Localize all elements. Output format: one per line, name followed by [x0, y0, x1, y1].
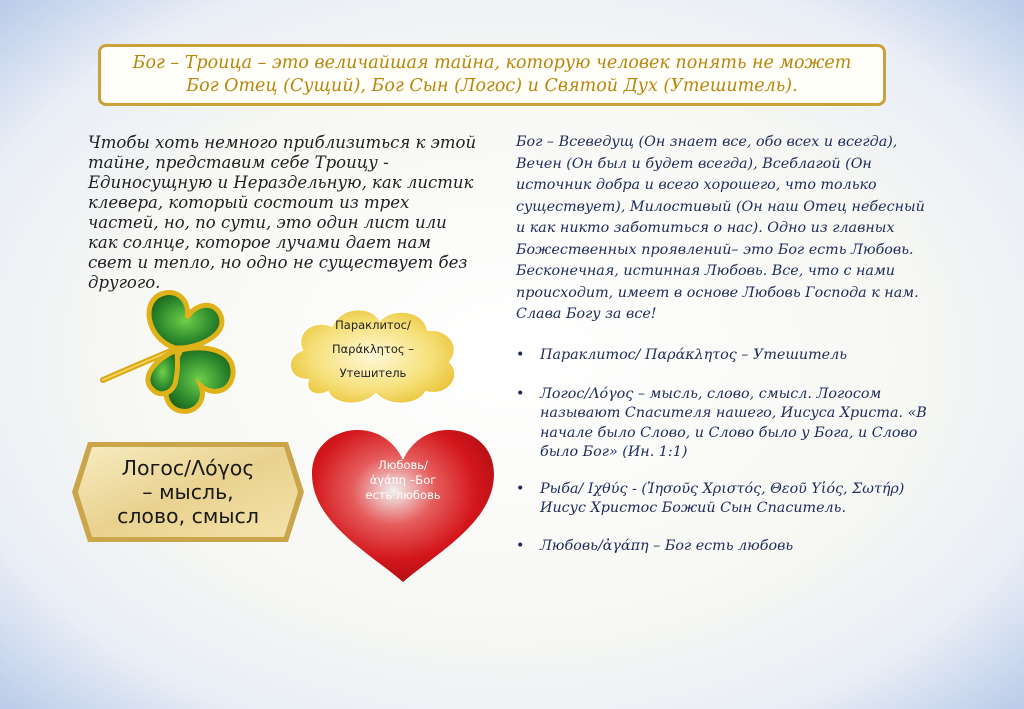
- bullet-marker: •: [516, 480, 525, 497]
- scroll-line-2: – мысль,: [142, 480, 234, 504]
- cloud-line-2: Παράκλητος –: [331, 342, 415, 356]
- heart-label: [338, 458, 468, 503]
- bullet-marker: •: [516, 537, 525, 554]
- heart-icon: [308, 426, 498, 586]
- title-line-1: Бог – Троица – это величайшая тайна, которую человек понять не может: [132, 53, 852, 73]
- cloud-line-3: Утешитель: [339, 366, 407, 380]
- cloud-line-1: Параклитос/: [335, 318, 411, 332]
- scroll-label: [86, 456, 290, 528]
- right-paragraph: Бог – Всеведущ (Он знает все, обо всех и всегда), Вечен (Он был и будет всегда), Всеблагой (Он источник добра и всего хорошего, что только существует), Милостивый (Он наш Отец небесный и как никто заботиться о нас). Одно из главных Божественных проявлений– это Бог есть Любовь. Бесконечная, истинная Любовь. Все, что с нами происходит, имеет в основе Любовь Господа к нам. Слава Богу за все!: [516, 134, 925, 322]
- bullet-marker: •: [516, 347, 525, 363]
- bullet-marker: •: [516, 385, 525, 402]
- heart-line-3: есть любовь: [365, 488, 441, 502]
- heart-line-2: ἀγάπη –Бог: [369, 473, 437, 487]
- heart-line-1: Любовь/: [378, 458, 428, 472]
- title-box: [98, 44, 886, 106]
- clover-icon: [95, 288, 285, 418]
- scroll-line-3: слово, смысл: [117, 504, 259, 528]
- bullet-item: [514, 346, 944, 366]
- bullet-text: Любовь/ἀγάπη – Бог есть любовь: [540, 537, 794, 554]
- bullet-text: Рыба/ Ιχθύς - (Ἰησοῦς Χριστός, Θεοῦ Υἱός, Σωτήρ) Иисус Христос Божий Сын Спаситель.: [540, 480, 905, 516]
- bullet-item: [514, 537, 944, 557]
- cloud-label: [278, 313, 468, 385]
- bullet-text: Логос/Λόγος – мысль, слово, смысл. Логосом называют Спасителя нашего, Иисуса Христа. «В начале было Слово, и Слово было у Бога, и Слово было Бог» (Ин. 1:1): [540, 385, 927, 460]
- left-paragraph: Чтобы хоть немного приблизиться к этой тайне, представим себе Троицу - Единосущную и Нераздельную, как листик клевера, который состоит из трех частей, но, по сути, это один лист или как солнце, которое лучами дает нам свет и тепло, но одно не существует без другого.: [88, 133, 477, 292]
- title-line-2: Бог Отец (Сущий), Бог Сын (Логос) и Святой Дух (Утешитель).: [186, 76, 798, 96]
- bullet-item: [514, 480, 944, 519]
- scroll-line-1: Логос/Λόγος: [121, 456, 255, 480]
- bullet-text: Параклитос/ Παράκλητος – Утешитель: [540, 347, 847, 363]
- bullet-item: [514, 385, 944, 463]
- bullet-list: [514, 346, 944, 556]
